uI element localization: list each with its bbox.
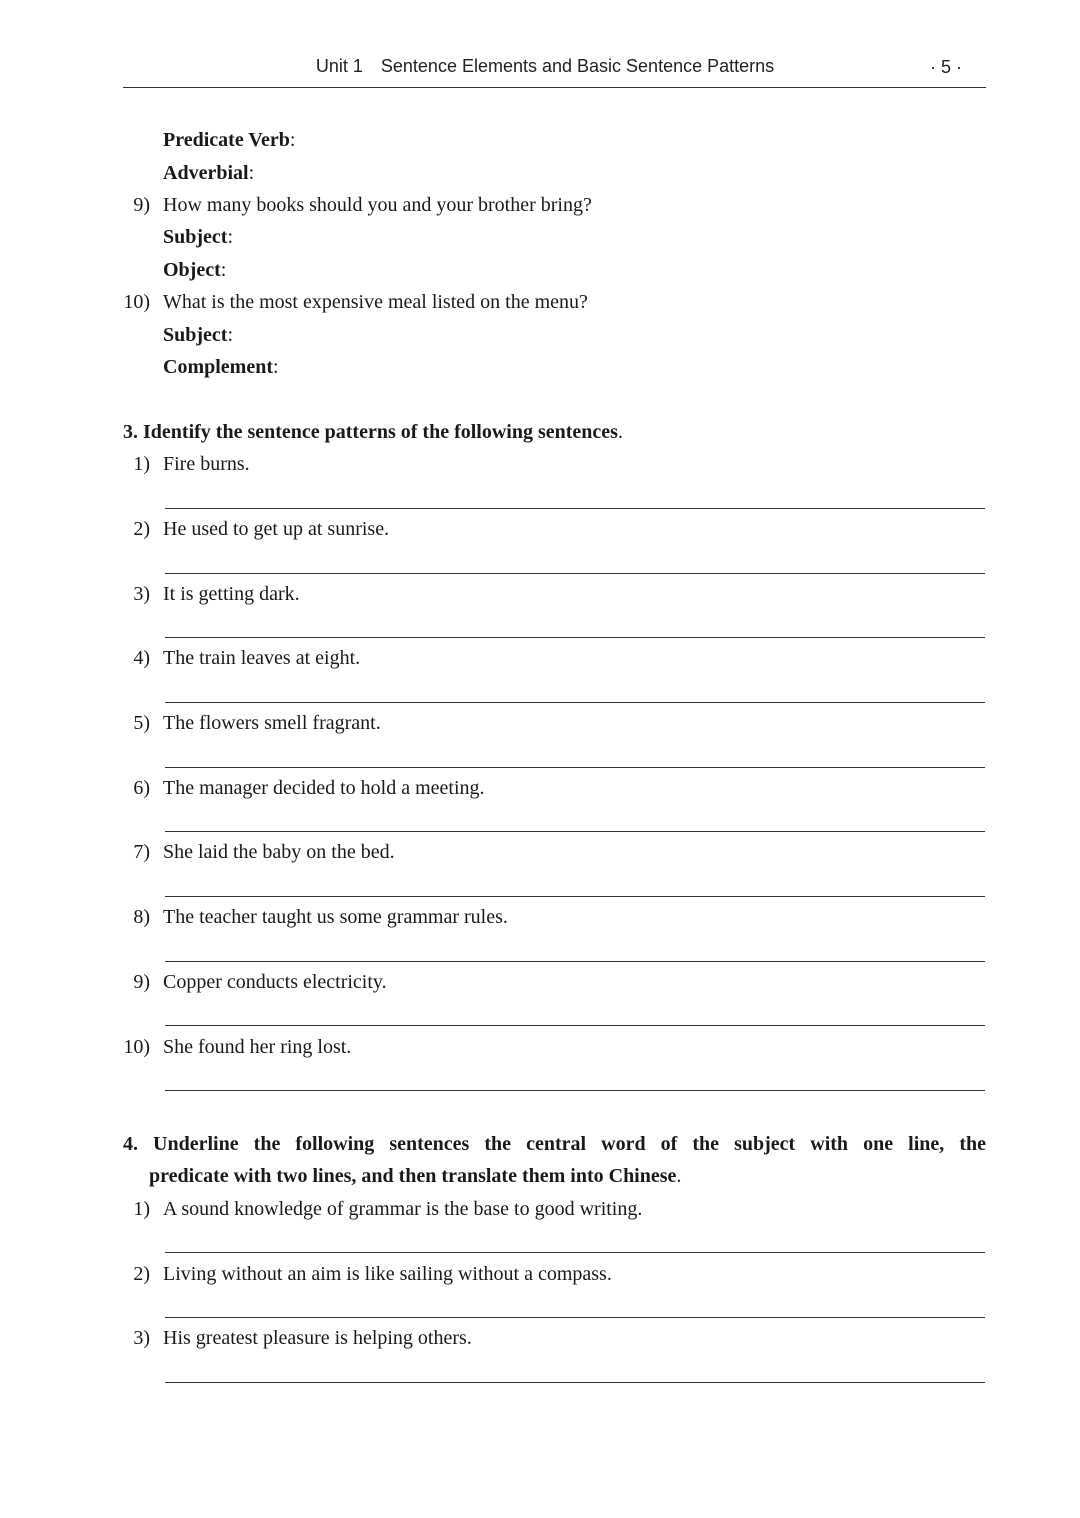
item-sentence: What is the most expensive meal listed on the menu?	[163, 291, 588, 313]
answer-line[interactable]	[165, 573, 985, 574]
item-number: 3)	[133, 583, 150, 605]
item-number: 3)	[133, 1327, 150, 1349]
item-sentence: It is getting dark.	[163, 583, 300, 605]
item-number: 1)	[133, 1198, 150, 1220]
answer-line[interactable]	[165, 1252, 985, 1253]
item-sentence: How many books should you and your brother bring?	[163, 194, 592, 216]
item-number: 10)	[123, 291, 150, 313]
answer-line[interactable]	[165, 1090, 985, 1091]
item-sentence: She laid the baby on the bed.	[163, 841, 395, 863]
label-adverbial: Adverbial:	[163, 162, 255, 184]
item-number: 9)	[133, 194, 150, 216]
header-unit: Unit 1	[315, 56, 363, 76]
header-title: Sentence Elements and Basic Sentence Patterns	[380, 56, 775, 76]
answer-line[interactable]	[165, 508, 985, 509]
answer-line[interactable]	[165, 896, 985, 897]
item-number: 8)	[133, 906, 150, 928]
item-number: 2)	[133, 1263, 150, 1285]
item-sentence: A sound knowledge of grammar is the base to good writing.	[163, 1198, 643, 1220]
item-sentence: The teacher taught us some grammar rules.	[163, 906, 508, 928]
item-sentence: Fire burns.	[163, 453, 250, 475]
item-sentence: Copper conducts electricity.	[163, 971, 387, 993]
item-number: 7)	[133, 841, 150, 863]
section-4-heading-line-2: predicate with two lines, and then translate them into Chinese.	[149, 1165, 682, 1187]
item-number: 9)	[133, 971, 150, 993]
header-rule	[123, 87, 986, 88]
page-number: · 5 ·	[930, 57, 963, 77]
item-sentence: His greatest pleasure is helping others.	[163, 1327, 472, 1349]
answer-line[interactable]	[165, 767, 985, 768]
label-predicate-verb: Predicate Verb:	[163, 129, 296, 151]
section-3-heading: 3. Identify the sentence patterns of the following sentences.	[123, 421, 623, 443]
item-number: 1)	[133, 453, 150, 475]
answer-line[interactable]	[165, 1382, 985, 1383]
answer-line[interactable]	[165, 831, 985, 832]
item-sentence: She found her ring lost.	[163, 1036, 352, 1058]
label-object: Object:	[163, 259, 227, 281]
item-sentence: He used to get up at sunrise.	[163, 518, 390, 540]
answer-line[interactable]	[165, 1317, 985, 1318]
item-sentence: The manager decided to hold a meeting.	[163, 777, 485, 799]
running-header	[0, 56, 1080, 77]
label-subject: Subject:	[163, 226, 234, 248]
answer-line[interactable]	[165, 702, 985, 703]
item-number: 5)	[133, 712, 150, 734]
answer-line[interactable]	[165, 637, 985, 638]
item-sentence: The train leaves at eight.	[163, 647, 361, 669]
section-4-heading-line-1: 4. Underline the following sentences the central word of the subject with one line, the	[123, 1133, 986, 1155]
item-sentence: Living without an aim is like sailing without a compass.	[163, 1263, 612, 1285]
item-number: 10)	[123, 1036, 150, 1058]
answer-line[interactable]	[165, 961, 985, 962]
label-subject: Subject:	[163, 324, 234, 346]
item-number: 6)	[133, 777, 150, 799]
item-number: 2)	[133, 518, 150, 540]
item-sentence: The flowers smell fragrant.	[163, 712, 381, 734]
item-number: 4)	[133, 647, 150, 669]
label-complement: Complement:	[163, 356, 279, 378]
answer-line[interactable]	[165, 1025, 985, 1026]
